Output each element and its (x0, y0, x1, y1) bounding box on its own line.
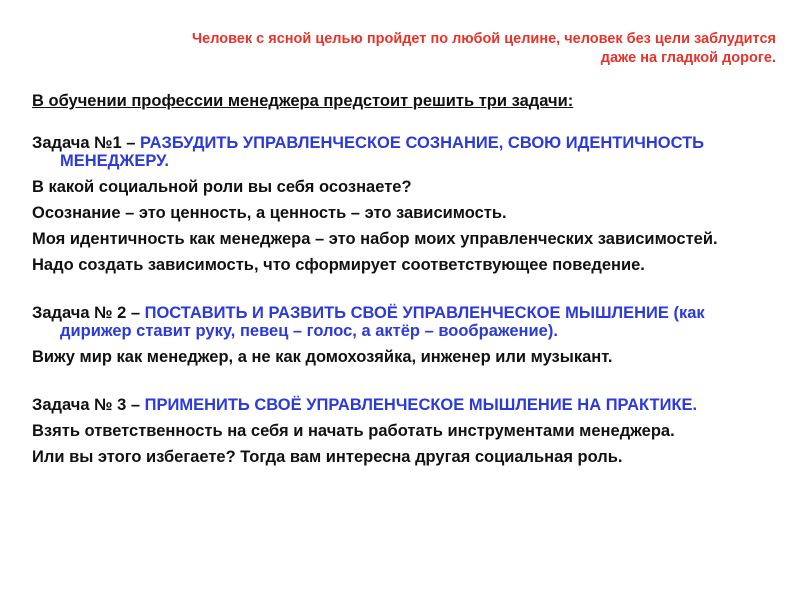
task2-line: Вижу мир как менеджер, а не как домохозяйка, инженер или музыкант. (32, 348, 613, 366)
task3-heading (32, 396, 777, 414)
task3-line: Взять ответственность на себя и начать работать инструментами менеджера. (32, 422, 675, 440)
epigraph-quote: Человек с ясной целью пройдет по любой целине, человек без цели заблудится даже на гладкой дороге. (191, 31, 776, 66)
task2-heading (32, 304, 777, 340)
task1-line: В какой социальной роли вы себя осознаете? (32, 178, 412, 196)
task1-title: РАЗБУДИТЬ УПРАВЛЕНЧЕСКОЕ СОЗНАНИЕ, СВОЮ ИДЕНТИЧНОСТЬ МЕНЕДЖЕРУ. (60, 134, 705, 170)
task1-line: Осознание – это ценность, а ценность – это зависимость. (32, 204, 507, 222)
intro-heading: В обучении профессии менеджера предстоит решить три задачи: (32, 92, 574, 110)
task1-heading (32, 134, 777, 170)
task1-line: Моя идентичность как менеджера – это набор моих управленческих зависимостей. (32, 230, 718, 248)
task1-label: Задача №1 – (32, 134, 141, 152)
task2-label: Задача № 2 – (32, 304, 145, 322)
task3-title: ПРИМЕНИТЬ СВОЁ УПРАВЛЕНЧЕСКОЕ МЫШЛЕНИЕ НА ПРАКТИКЕ. (144, 396, 698, 414)
task3-line: Или вы этого избегаете? Тогда вам интересна другая социальная роль. (32, 448, 623, 466)
spacer (32, 282, 777, 304)
spacer (32, 374, 777, 396)
task3-label: Задача № 3 – (32, 396, 145, 414)
task2-title: ПОСТАВИТЬ И РАЗВИТЬ СВОЁ УПРАВЛЕНЧЕСКОЕ МЫШЛЕНИЕ (как дирижер ставит руку, певец – голос, а актёр – воображение). (60, 304, 705, 340)
task1-line: Надо создать зависимость, что сформирует соответствующее поведение. (32, 256, 645, 274)
task-list (32, 134, 777, 474)
